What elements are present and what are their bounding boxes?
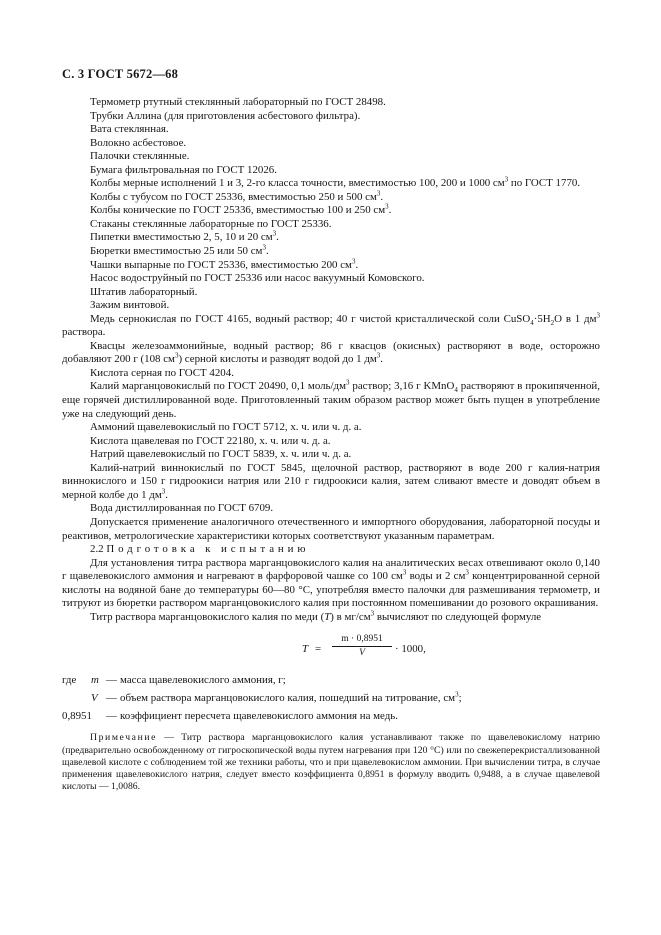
list-item-beakers: Стаканы стеклянные лабораторные по ГОСТ 25336. [90,217,332,230]
where-text: объем раствора марганцовокислого калия, пошедший на титрование, $см^3$; [120,690,462,705]
list-item-reagent: Кислота щавелевая по ГОСТ 22180, х. ч. или ч. д. а. [90,434,331,447]
document-body [62,96,600,803]
titer-formula [62,632,600,666]
where-label: где [62,674,77,687]
note-label: Примечание [90,732,158,744]
note-paragraph: Примечание — Титр раствора марганцовокислого калия устанавливают также по щавелевокислому натрию (предварительно освобожденному от гигроскопической воды путем нагревания при 120 °С) или по свежеперекристаллизованной щавелевой кислоте с соблюдением той же техники работы, что и при щавелевокислом аммонии. При вычислении титра, в случае применения щавелевокислого натрия, следует вместо коэффициента 0,8951 в формулу вводить 0,9488, а в случае щавелевой кислоты — 1,0086. [62,732,600,793]
where-text: масса щавелевокислого аммония, г; [120,674,286,687]
prep-paragraph: Для установления титра раствора марганцовокислого калия на аналитических весах отвешивают около 0,140 г щавелевокислого аммония и нагревают в фарфоровой чашке со 100 $см^3$ воды и 2 $см^3$ концентрированной серной кислоты на водяной бане до температуры 60—80 °С, употребляя вместо палочки для размешивания термометр, и титруют из бюретки раствором марганцовокислого калия при постоянном помешивании до розового окрашивания. [62,556,600,610]
section-heading [62,543,600,557]
where-dash: — [106,710,117,723]
where-symbol: V [91,692,98,705]
where-dash: — [106,692,117,705]
list-item: Волокно асбестовое. [90,136,187,149]
where-row [62,692,600,707]
list-item-pump: Насос водоструйный по ГОСТ 25336 или насос вакуумный Комовского. [90,272,425,285]
list-item: Вата стеклянная. [90,123,169,136]
where-row [62,710,600,725]
list-item-reagent: Аммоний щавелевокислый по ГОСТ 5712, х. ч. или ч. д. а. [90,421,362,434]
formula-denominator: V [359,648,365,659]
where-symbol: m [91,674,99,687]
list-item-copper-sulfate: Медь сернокислая по ГОСТ 4165, водный раствор; 40 г чистой кристаллической соли $CuSO_4\cdot 5H_2O$ в 1 $дм^3$ раствора. [62,311,600,339]
list-item-alum: Квасцы железоаммонийные, водный раствор; 86 г квасцов (окисных) растворяют в воде, осторожно добавляют 200 г (108 $см^3$) серной кислоты и разводят водой до 1 $дм^3$. [62,339,600,366]
page-header: С. 3 ГОСТ 5672—68 [62,67,179,81]
analog-note: Допускается применение аналогичного отечественного и импортного оборудования, лабораторной посуды и реактивов, метрологические характеристики которых соответствуют указанным параметрам. [62,515,600,542]
where-row [62,674,600,689]
formula-fraction [332,633,392,660]
titer-intro: Титр раствора марганцовокислого калия по меди (T) в $мг/см^3$ вычисляют по следующей формуле [90,609,542,623]
formula-equals: = [315,643,322,656]
list-item: Термометр ртутный стеклянный лабораторный по ГОСТ 28498. [90,96,386,108]
list-item-clamp: Зажим винтовой. [90,299,170,312]
list-item-tartrate: Калий-натрий виннокислый по ГОСТ 5845, щелочной раствор, растворяют в воде 200 г калия-натрия виннокислого и 150 г гидроокиси натрия или 210 г гидроокиси калия, затем сливают вместе и доводят объем в мерной колбе до 1 $дм^3$. [62,461,600,501]
list-item-reagent: Натрий щавелевокислый по ГОСТ 5839, х. ч. или ч. д. а. [90,448,352,461]
list-item-flasks-conical: Колбы конические по ГОСТ 25336, вместимостью 100 и 250 $см^3$. [90,202,392,217]
list-item-flasks-tubulus: Колбы с тубусом по ГОСТ 25336, вместимостью 250 и 500 $см^3$. [90,189,384,203]
section-number: 2.2 [90,543,104,556]
where-label: 0,8951 [62,710,92,723]
list-item-permanganate: Калий марганцовокислый по ГОСТ 20490, 0,1 моль/$дм^3$ раствор; 3,16 г KMnO$_4$ растворяют в прокипяченной, еще горячей дистиллированной воде. Приготовленный таким образом раствор может быть пущен в употребление уже на следующий день. [62,378,600,420]
list-item: Трубки Аллина (для приготовления асбестового фильтра). [90,109,361,122]
list-item-flasks-measuring: Колбы мерные исполнений 1 и 3, 2-го класса точности, вместимостью 100, 200 и 1000 $см^3$ по ГОСТ 1770. [90,175,581,190]
formula-lhs: T [302,643,309,656]
section-title: Подготовка к испытанию [106,543,310,556]
list-item-water: Вода дистиллированная по ГОСТ 6709. [90,502,274,515]
list-item-cups: Чашки выпарные по ГОСТ 25336, вместимостью 200 $см^3$. [90,256,359,271]
list-item-stand: Штатив лабораторный. [90,285,198,298]
where-dash: — [106,674,117,687]
list-item-burettes: Бюретки вместимостью 25 или 50 $см^3$. [90,243,269,258]
list-item-sulfuric-acid: Кислота серная по ГОСТ 4204. [90,366,234,379]
formula-numerator: m · 0,8951 [332,633,392,647]
where-text: коэффициент пересчета щавелевокислого аммония на медь. [120,710,398,723]
list-item: Бумага фильтровальная по ГОСТ 12026. [90,163,277,176]
formula-rest: · 1000, [395,643,426,656]
list-item: Палочки стеклянные. [90,150,190,163]
list-item-pipettes: Пипетки вместимостью 2, 5, 10 и 20 $см^3$. [90,229,279,244]
